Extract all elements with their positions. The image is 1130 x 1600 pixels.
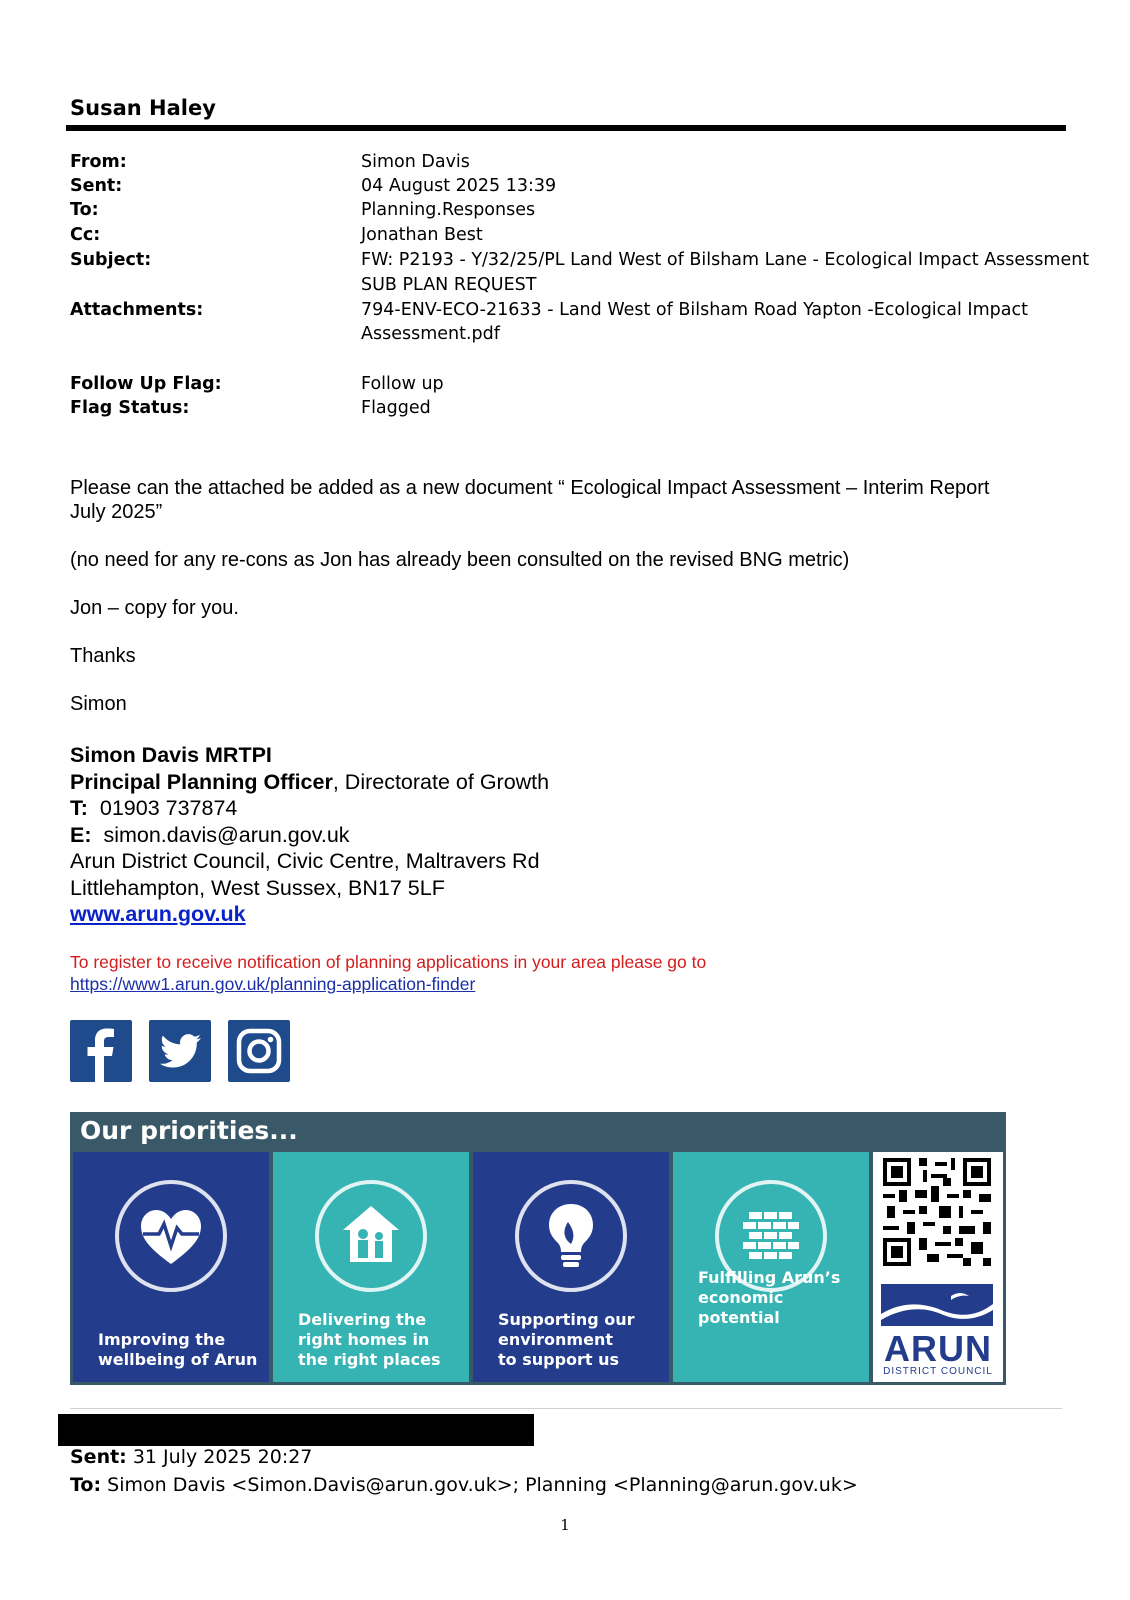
address-line-2: Littlehampton, West Sussex, BN17 5LF [70,875,445,900]
house-family-icon [315,1180,427,1292]
website-link[interactable]: www.arun.gov.uk [70,902,246,926]
planning-notice: To register to receive notification of planning applications in your area please go to [70,952,707,972]
signature-department: , Directorate of Growth [332,769,550,794]
email-header [0,150,1130,430]
body-paragraph-5: Simon [70,693,127,715]
forwarded-sent-value: 31 July 2025 20:27 [132,1446,313,1468]
header-rule [66,125,1066,131]
phone-label: T: [70,796,88,820]
arun-logo-text: ARUN [884,1328,992,1369]
cc-value: Jonathan Best [361,225,483,245]
instagram-icon[interactable] [228,1020,290,1082]
phone-number: 01903 737874 [99,796,238,820]
forwarded-sent-label: Sent: [70,1446,127,1468]
arun-logo-mark [881,1284,993,1326]
email-address[interactable]: simon.davis@arun.gov.uk [103,822,350,847]
body-paragraph-2: (no need for any re-cons as Jon has already been consulted on the revised BNG metric) [70,549,850,571]
forwarded-to-label: To: [70,1474,102,1496]
facebook-icon[interactable] [70,1020,132,1082]
signature-title: Principal Planning Officer [70,769,333,794]
twitter-icon[interactable] [149,1020,211,1082]
email-label: E: [70,822,92,847]
planning-finder-link[interactable]: https://www1.arun.gov.uk/planning-application-finder [70,974,476,994]
sent-label: Sent: [70,176,123,196]
subject-label: Subject: [70,250,152,270]
flag-status-value: Flagged [361,398,431,418]
attachment-file-line2[interactable]: Assessment.pdf [361,324,500,344]
priority-label-economy: Fulfilling Arun’s economic potential [698,1268,841,1327]
attachments-label: Attachments: [70,300,204,320]
to-label: To: [70,200,99,220]
body-paragraph-4: Thanks [70,645,136,667]
priorities-title: Our priorities... [80,1116,298,1145]
forwarded-sent-line [70,1446,312,1468]
forwarded-to-value: Simon Davis <Simon.Davis@arun.gov.uk>; Planning <Planning@arun.gov.uk> [107,1474,858,1496]
lightbulb-leaf-icon [515,1180,627,1292]
subject-value: FW: P2193 - Y/32/25/PL Land West of Bilsham Lane - Ecological Impact Assessment [361,250,1090,270]
signature-title-line [70,769,549,796]
arun-logo-subtitle: DISTRICT COUNCIL [883,1366,993,1377]
qr-code-icon[interactable] [883,1158,991,1266]
message-body [70,476,1070,716]
signature-email-line [70,822,549,849]
attachment-file[interactable]: 794-ENV-ECO-21633 - Land West of Bilsham Road Yapton -Ecological Impact [361,300,1028,320]
priority-label-homes: Delivering the right homes in the right places [298,1310,441,1369]
body-paragraph-3: Jon – copy for you. [70,597,239,619]
email-signature [70,742,549,928]
arun-logo-panel [873,1152,1003,1382]
forward-divider [70,1408,1062,1409]
redaction-bar [58,1414,534,1446]
heart-pulse-icon [115,1180,227,1292]
priority-panel-economy [673,1152,869,1382]
priority-panel-homes [273,1152,469,1382]
signature-name: Simon Davis MRTPI [70,743,272,767]
priority-panel-wellbeing [73,1152,269,1382]
address-line-1: Arun District Council, Civic Centre, Maltravers Rd [70,849,540,873]
document-owner-name: Susan Haley [70,96,216,120]
cc-label: Cc: [70,225,101,245]
from-value: Simon Davis [361,152,470,172]
body-paragraph-1: Please can the attached be added as a new document “ Ecological Impact Assessment – Interim Report [70,477,990,499]
follow-up-flag-value: Follow up [361,374,444,394]
priority-label-environment: Supporting our environment to support us [498,1310,635,1369]
sent-value: 04 August 2025 13:39 [361,176,557,196]
flag-status-label: Flag Status: [70,398,190,418]
follow-up-flag-label: Follow Up Flag: [70,374,222,394]
priority-label-wellbeing: Improving the wellbeing of Arun [98,1330,258,1369]
to-value: Planning.Responses [361,200,536,220]
forwarded-to-line [70,1474,858,1496]
page-number: 1 [560,1516,570,1534]
body-paragraph-1-line2: July 2025” [70,501,163,523]
subject-value-line2: SUB PLAN REQUEST [361,275,537,295]
signature-phone-line [70,795,549,822]
priority-panel-environment [473,1152,669,1382]
from-label: From: [70,152,127,172]
